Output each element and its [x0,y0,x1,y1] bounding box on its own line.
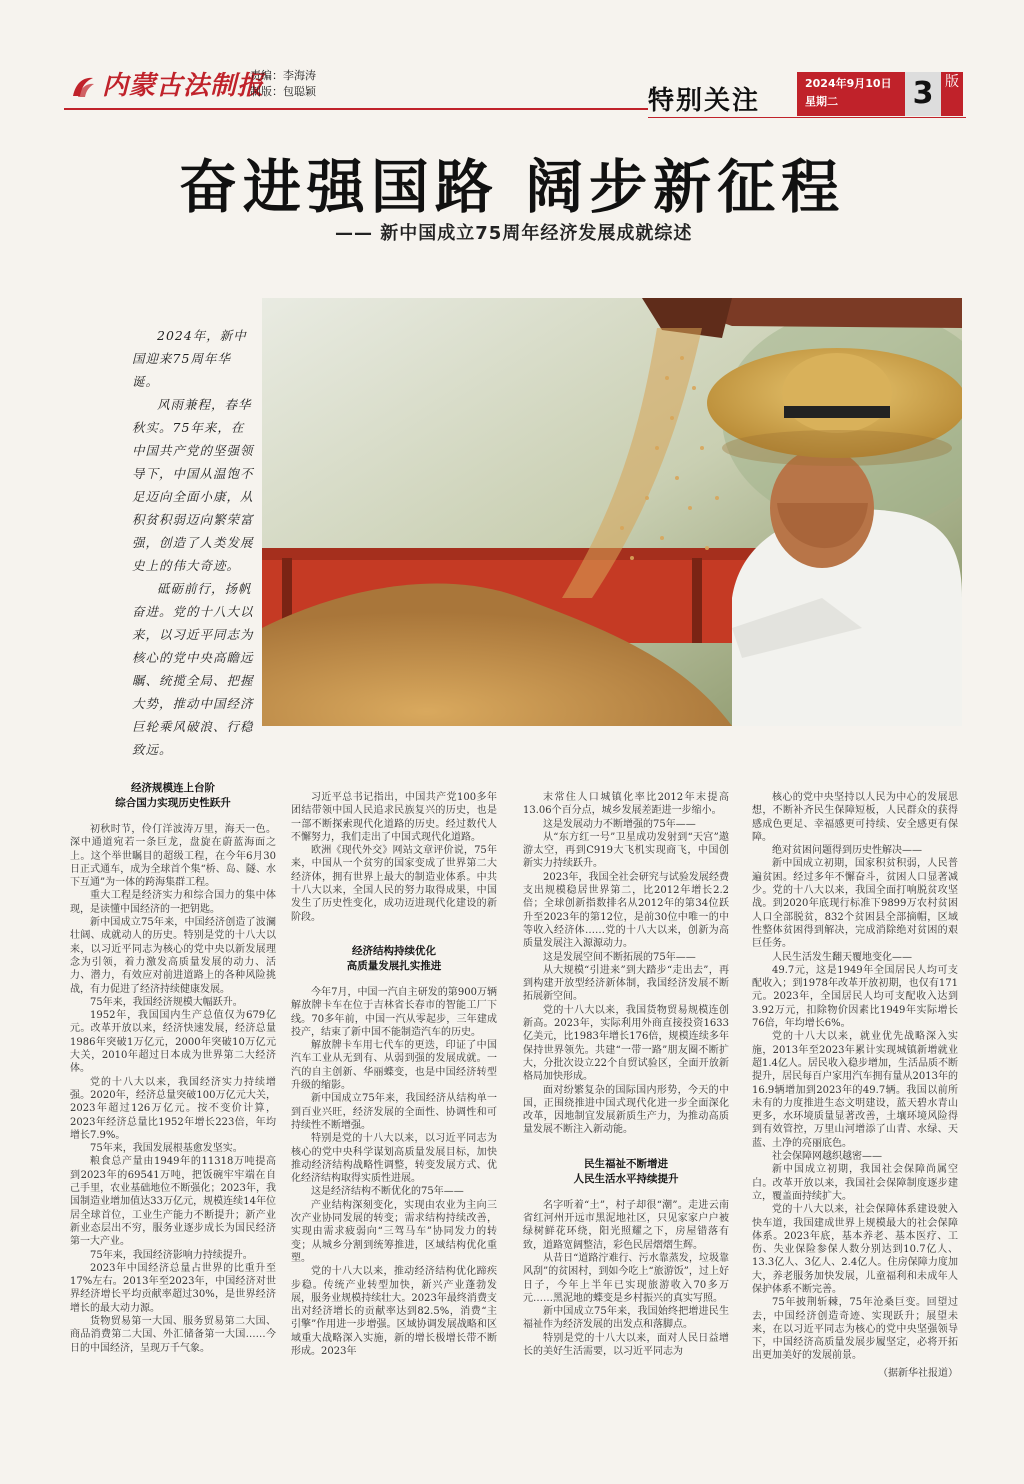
paragraph: 风雨兼程，春华秋实。75年来，在中国共产党的坚强领导下，中国从温饱不足迈向全面小康，从积贫积弱迈向繁荣富强，创造了人类发展史上的伟大奇迹。 [132,397,254,573]
paragraph: 特别是党的十八大以来，以习近平同志为核心的党中央科学谋划高质量发展目标，加快推动经济结构战略性调整，转变发展方式、优化经济结构取得实质性进展。 [291,1133,497,1185]
editor-line: 责编：李海涛 [250,69,316,82]
editor-credits [250,68,316,100]
header-rule [64,108,648,110]
paragraph: 党的十八大以来，我国经济实力持续增强。2020年，经济总量突破100万亿元大关，2023年超过126万亿元。按不变价计算，2023年经济总量比1952年增长223倍，年均增长7.9%。 [70,1076,276,1141]
paragraph: 新中国成立75年来，我国始终把增进民生福祉作为经济发展的出发点和落脚点。 [523,1306,729,1331]
col4-paragraphs [752,791,958,1363]
paragraph: 面对纷繁复杂的国际国内形势，今天的中国，正围绕推进中国式现代化进一步全面深化改革，因地制宜发展新质生产力，为推动高质量发展不断注入新动能。 [523,1084,729,1136]
col3-heading-line-2: 人民生活水平持续提升 [573,1172,679,1185]
paragraph: 2024年，新中国迎来75周年华诞。 [132,328,247,389]
headline: 奋进强国路 阔步新征程 [178,153,846,221]
col1-heading-line-2: 综合国力实现历史性跃升 [115,797,231,809]
paragraph: 49.7元，这是1949年全国居民人均可支配收入；到1978年改革开放初期，也仅有171元。2023年，全国居民人均可支配收入达到3.92万元，扣除物价因素比1949年实际增长76倍，年均增长6%。 [752,964,958,1030]
subheadline: —— 新中国成立75周年经济发展成就综述 [335,223,693,244]
paragraph: 这是经济结构不断优化的75年—— [311,1186,464,1198]
paragraph: 从大规模“引进来”到大踏步“走出去”，再到构建开放型经济新体制，我国经济发展不断拓展新空间。 [523,964,729,1003]
col2-heading-line-1: 经济结构持续优化 [352,944,436,957]
paragraph: 2023年，我国全社会研究与试验发展经费支出规模稳居世界第二，比2012年增长2.2倍；全球创新指数排名从2012年的第34位跃升至2023年的第12位，是前30位中唯一的中等收入经济体……党的十八大以来，创新为高质量发展注入源源动力。 [523,871,729,950]
column-3 [523,791,729,1358]
paragraph: 名字听着“土”，村子却很“潮”。走进云南省红河州开远市黑泥地社区，只见家家户户被绿树鲜花环绕，阳光照耀之下，房屋错落有致，道路宽阔整洁，彩色民居熠熠生辉。 [523,1199,729,1251]
col3-paragraphs-b [523,1199,729,1359]
paragraph: 产业结构深刻变化，实现由农业为主向三次产业协同发展的转变；需求结构持续改善，实现由需求疲弱向“三驾马车”协同发力的转变；从城乡分割到统筹推进，区域结构优化重塑。 [291,1199,497,1264]
col1-section-heading [70,781,276,811]
paragraph: 初秋时节，伶仃洋波涛万里，海天一色。深中通道宛若一条巨龙，盘旋在蔚蓝海面之上。这个举世瞩目的超级工程，在今年6月30日正式通车，成为全球首个集“桥、岛、隧、水下互通”为一体的跨海集群工程。 [70,824,276,889]
col2-paragraphs-a [291,791,497,924]
col1-heading-line-1: 经济规模连上台阶 [131,782,215,794]
designer-line: 制版：包聪颖 [250,85,316,98]
logo-text: 内蒙古法制报 [102,71,265,101]
issue-weekday: 星期二 [805,95,838,108]
paragraph: 1952年，我国国内生产总值仅为679亿元。改革开放以来，经济快速发展，经济总量1986年突破1万亿元，2000年突破10万亿元大关，2010年超过日本成为世界第二大经济体。 [70,1010,276,1075]
col2-section-heading [291,944,497,974]
paragraph: 75年来，我国经济影响力持续提升。 [90,1249,253,1261]
paragraph: 粮食总产量由1949年的11318万吨提高到2023年的69541万吨，把饭碗牢牢端在自己手里，农业基础地位不断强化；2023年，我国制造业增加值达33万亿元，规模连续14年位居全球首位，工业生产能力不断提升；新产业新业态层出不穷，服务业逐步成长为国民经济第一大产业。 [70,1156,276,1248]
column-1 [70,777,276,1355]
paragraph: 75年披荆斩棘，75年沧桑巨变。回望过去，中国经济创造奇迹、实现跃升；展望未来，在以习近平同志为核心的党中央坚强领导下，中国经济高质量发展步履坚定，必将开拓出更加美好的发展前景。 [752,1297,958,1362]
paragraph: 党的十八大以来，推动经济结构优化蹄疾步稳。传统产业转型加快，新兴产业蓬勃发展，服务业规模持续壮大。2023年最终消费支出对经济增长的贡献率达到82.5%，消费“主引擎”作用进一步增强。区域协调发展战略和区域重大战略深入实施，新的增长极增长带不断形成。2023年 [291,1266,497,1357]
paragraph: 新中国成立75年来，中国经济创造了波澜壮阔、成就动人的历史。特别是党的十八大以来，以习近平同志为核心的党中央以新发展理念为引领，着力激发高质量发展的动力、活力、潜力，有效应对前进道路上的各种风险挑战，有力促进了经济持续健康发展。 [70,917,276,995]
column-4 [752,791,958,1380]
page-number: 3 [905,72,941,116]
paragraph: 特别是党的十八大以来，面对人民日益增长的美好生活需要，以习近平同志为 [523,1332,729,1357]
paragraph: 欧洲《现代外交》网站文章评价说，75年来，中国从一个贫穷的国家变成了世界第二大经济体，拥有世界上最大的制造业体系。中共十八大以来，全国人民的努力取得成果，中国发生了历史性变化，成功迈进现代化建设的新阶段。 [291,845,497,923]
paragraph: 重大工程是经济实力和综合国力的集中体现，是读懂中国经济的一把钥匙。 [70,890,276,915]
section-title: 特别关注 [648,86,761,116]
logo-emblem-icon [70,74,96,100]
paragraph: 人民生活发生翻天覆地变化—— [772,951,912,963]
paragraph: 从昔日“道路泞难行、污水靠蒸发，垃圾靠风刮”的贫困村，到如今吃上“旅游饭”，过上好日子，今年上半年已实现旅游收入70多万元……黑泥地的蝶变是乡村振兴的真实写照。 [523,1252,729,1304]
col2-heading-line-2: 高质量发展扎实推进 [346,959,442,972]
paragraph: 党的十八大以来，社会保障体系建设驶入快车道，我国建成世界上规模最大的社会保障体系。2023年底，基本养老、基本医疗、工伤、失业保险参保人数分别达到10.7亿人、13.3亿人、3亿人、2.4亿人。住房保障力度加大，养老服务加快发展，儿童福利和未成年人保护体系不断完善。 [752,1204,958,1295]
paragraph: 从“东方红一号”卫星成功发射到“天宫”遨游太空，再到C919大飞机实现商飞，中国创新实力持续跃升。 [523,831,729,870]
wheat-harvest-photo [262,298,962,726]
paragraph: 社会保障网越织越密—— [772,1151,882,1163]
paragraph: 新中国成立75年来，我国经济从结构单一到百业兴旺，经济发展的全面性、协调性和可持续性不断增强。 [291,1093,497,1131]
news-credit: （据新华社报道） [878,1367,958,1379]
paragraph: 这是发展动力不断增强的75年—— [543,818,696,830]
paragraph: 习近平总书记指出，中国共产党100多年团结带领中国人民追求民族复兴的历史，也是一部不断探索现代化道路的历史。经过数代人不懈努力，我们走出了中国式现代化道路。 [291,792,497,843]
paragraph: 绝对贫困问题得到历史性解决—— [772,845,922,857]
paragraph: 这是发展空间不断拓展的75年—— [543,951,696,963]
column-2 [291,791,497,1358]
paragraph: 党的十八大以来，就业优先战略深入实施，2013年至2023年累计实现城镇新增就业超1.4亿人。居民收入稳步增加，生活品质不断提升，居民每百户家用汽车拥有量从2013年的16.9辆增加到2023年的49.7辆。我国以前所未有的力度推进生态文明建设，蓝天碧水青山更多，水环境质量显著改善，土壤环境风险得到有效管控，万里山河增添了山青、水绿、天蓝、土净的亮丽底色。 [752,1031,958,1149]
paragraph: 核心的党中央坚持以人民为中心的发展思想，不断补齐民生保障短板，人民群众的获得感成色更足、幸福感更可持续、安全感更有保障。 [752,792,958,843]
paragraph: 末常住人口城镇化率比2012年末提高13.06个百分点，城乡发展差距进一步缩小。 [523,792,729,817]
col3-heading-line-1: 民生福祉不断增进 [584,1157,668,1170]
paragraph: 75年来，我国经济规模大幅跃升。 [90,996,243,1008]
paragraph: 砥砺前行，扬帆奋进。党的十八大以来，以习近平同志为核心的党中央高瞻远瞩、统揽全局、把握大势，推动中国经济巨轮乘风破浪、行稳致远。 [132,581,254,757]
newspaper-logo[interactable] [70,66,265,106]
masthead [0,0,1024,130]
issue-date: 2024年9月10日 [805,77,892,90]
col2-paragraphs-b [291,986,497,1358]
page-label: 版 [941,72,963,116]
paragraph: 今年7月，中国一汽自主研发的第900万辆解放牌卡车在位于吉林省长春市的智能工厂下线。70多年前，中国一汽从零起步，三年建成投产，结束了新中国不能制造汽车的历史。 [291,986,497,1038]
intro-text [132,324,256,761]
col3-section-heading [523,1157,729,1187]
paragraph: 75年来，我国发展根基愈发坚实。 [90,1143,243,1155]
paragraph: 2023年中国经济总量占世界的比重升至17%左右。2013年至2023年，中国经济对世界经济增长平均贡献率超过30%，是世界经济增长的最大动力源。 [70,1262,276,1314]
photo-illustration [262,298,962,726]
paragraph: 党的十八大以来，我国货物贸易规模连创新高。2023年，实际利用外商直接投资1633亿美元，比1983年增长176倍，规模连续多年保持世界领先。共建“一带一路”朋友圈不断扩大，分批次设立22个自贸试验区，全面开放新格局加快形成。 [523,1004,729,1083]
date-box [797,72,907,116]
paragraph: 解放牌卡车用七代车的更迭，印证了中国汽车工业从无到有、从弱到强的发展成就。一汽的自主创新、华丽蝶变，也是中国经济转型升级的缩影。 [291,1040,497,1092]
paragraph: 新中国成立初期，我国社会保障尚属空白。改革开放以来，我国社会保障制度逐步建立，覆盖面持续扩大。 [752,1164,958,1202]
paragraph: 新中国成立初期，国家积贫积弱，人民普遍贫困。经过多年不懈奋斗，贫困人口显著减少。党的十八大以来，我国全面打响脱贫攻坚战。到2020年底现行标准下9899万农村贫困人口全部脱贫，832个贫困县全部摘帽，区域性整体贫困得到解决，完成消除绝对贫困的艰巨任务。 [752,858,958,950]
col1-paragraphs [70,823,276,1355]
paragraph: 货物贸易第一大国、服务贸易第二大国、商品消费第二大国、外汇储备第一大国……今日的中国经济，呈现万千气象。 [70,1315,276,1354]
col3-paragraphs-a [523,791,729,1137]
section-rule [648,117,966,118]
